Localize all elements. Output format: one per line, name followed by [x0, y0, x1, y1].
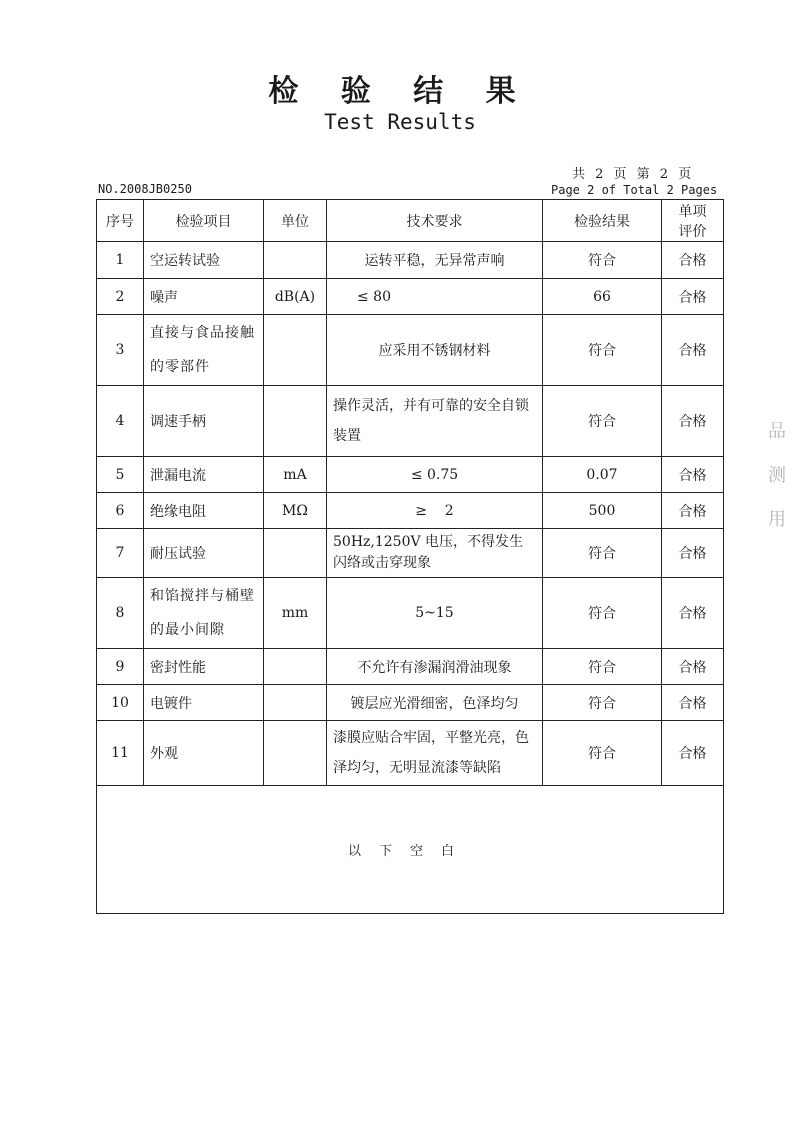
row-item: 噪声: [144, 279, 264, 315]
row-result: 66: [543, 279, 662, 315]
row-unit: dB(A): [264, 279, 327, 315]
row-no: 8: [97, 578, 144, 649]
row-requirement: 5~15: [327, 578, 543, 649]
page-count-en: Page 2 of Total 2 Pages: [551, 183, 718, 197]
row-result: 符合: [543, 649, 662, 685]
row-evaluation: 合格: [662, 529, 724, 578]
row-requirement: 运转平稳，无异常声响: [327, 242, 543, 279]
row-result: 符合: [543, 315, 662, 386]
row-evaluation: 合格: [662, 315, 724, 386]
row-result: 符合: [543, 242, 662, 279]
row-unit: [264, 529, 327, 578]
row-result: 符合: [543, 386, 662, 457]
header-evaluation: 单项评价: [662, 200, 724, 242]
row-item: 电镀件: [144, 685, 264, 721]
row-item: 调速手柄: [144, 386, 264, 457]
row-result: 500: [543, 493, 662, 529]
table-row: [97, 457, 724, 493]
row-evaluation: 合格: [662, 493, 724, 529]
header-result: 检验结果: [543, 200, 662, 242]
remark-row: [97, 786, 724, 914]
row-requirement: ≤ 80: [327, 279, 543, 315]
row-unit: [264, 242, 327, 279]
row-item: 密封性能: [144, 649, 264, 685]
report-number: NO.2008JB0250: [98, 182, 192, 196]
row-item: 直接与食品接触的零部件: [144, 315, 264, 386]
row-unit: [264, 649, 327, 685]
table-row: [97, 386, 724, 457]
header-no: 序号: [97, 200, 144, 242]
blank-below-remark: 以下空白: [97, 786, 724, 914]
table-row: [97, 315, 724, 386]
row-unit: mA: [264, 457, 327, 493]
table-row: [97, 685, 724, 721]
header-requirement: 技术要求: [327, 200, 543, 242]
table-row: [97, 529, 724, 578]
page-title-en: Test Results: [324, 110, 476, 134]
row-evaluation: 合格: [662, 721, 724, 786]
row-result: 符合: [543, 529, 662, 578]
header-item: 检验项目: [144, 200, 264, 242]
row-result: 0.07: [543, 457, 662, 493]
row-no: 9: [97, 649, 144, 685]
row-requirement: 镀层应光滑细密，色泽均匀: [327, 685, 543, 721]
table-row: [97, 721, 724, 786]
row-item: 绝缘电阻: [144, 493, 264, 529]
row-evaluation: 合格: [662, 457, 724, 493]
row-no: 7: [97, 529, 144, 578]
row-evaluation: 合格: [662, 685, 724, 721]
partial-stamp: 品 测 用: [768, 421, 786, 530]
row-unit: [264, 315, 327, 386]
table-row: [97, 279, 724, 315]
row-unit: [264, 386, 327, 457]
table-row: [97, 493, 724, 529]
row-no: 4: [97, 386, 144, 457]
table-row: [97, 242, 724, 279]
row-no: 6: [97, 493, 144, 529]
row-no: 11: [97, 721, 144, 786]
table-row: [97, 649, 724, 685]
row-requirement: 50Hz,1250V 电压，不得发生闪络或击穿现象: [327, 529, 543, 578]
row-evaluation: 合格: [662, 242, 724, 279]
row-requirement: 漆膜应贴合牢固，平整光亮，色泽均匀，无明显流漆等缺陷: [327, 721, 543, 786]
row-requirement: 操作灵活，并有可靠的安全自锁装置: [327, 386, 543, 457]
page-count-cn: 共 2 页 第 2 页: [572, 167, 692, 182]
row-result: 符合: [543, 685, 662, 721]
row-no: 10: [97, 685, 144, 721]
row-result: 符合: [543, 578, 662, 649]
table-header-row: [97, 200, 724, 242]
row-no: 2: [97, 279, 144, 315]
row-item: 泄漏电流: [144, 457, 264, 493]
row-item: 外观: [144, 721, 264, 786]
page-title-cn: 检 验 结 果: [268, 74, 532, 109]
row-item: 空运转试验: [144, 242, 264, 279]
table-row: [97, 578, 724, 649]
header-unit: 单位: [264, 200, 327, 242]
row-unit: MΩ: [264, 493, 327, 529]
row-item: 耐压试验: [144, 529, 264, 578]
row-evaluation: 合格: [662, 279, 724, 315]
row-unit: [264, 685, 327, 721]
row-requirement: ≤ 0.75: [327, 457, 543, 493]
row-evaluation: 合格: [662, 578, 724, 649]
row-requirement: 不允许有渗漏润滑油现象: [327, 649, 543, 685]
results-table: [96, 199, 724, 914]
row-evaluation: 合格: [662, 386, 724, 457]
row-item: 和馅搅拌与桶壁的最小间隙: [144, 578, 264, 649]
row-requirement: ≥ 2: [327, 493, 543, 529]
row-unit: mm: [264, 578, 327, 649]
row-unit: [264, 721, 327, 786]
row-result: 符合: [543, 721, 662, 786]
row-no: 3: [97, 315, 144, 386]
row-no: 5: [97, 457, 144, 493]
row-evaluation: 合格: [662, 649, 724, 685]
row-no: 1: [97, 242, 144, 279]
row-requirement: 应采用不锈钢材料: [327, 315, 543, 386]
